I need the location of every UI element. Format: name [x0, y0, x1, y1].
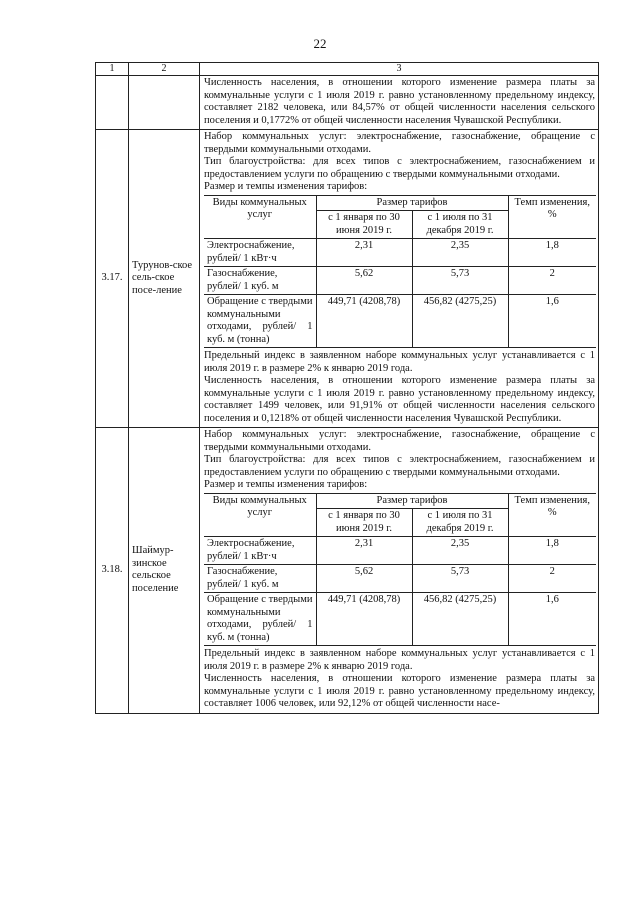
header-row	[96, 63, 599, 76]
table-row	[96, 130, 599, 428]
tariff-row	[204, 239, 596, 267]
tariff-value-2: 456,82 (4275,25)	[412, 593, 508, 646]
tariff-value-2: 2,35	[412, 537, 508, 565]
improvement-text: Тип благоустройства: для всех типов с электроснабжением, газоснабжением и предоставлением услуги по обращению с твердыми коммунальными отходами.	[204, 454, 595, 478]
row-number: 3.18.	[96, 428, 129, 714]
tariff-row	[204, 267, 596, 295]
tariff-rate: 1,8	[508, 537, 596, 565]
tariff-period-2: с 1 июля по 31 декабря 2019 г.	[412, 211, 508, 239]
tariff-item-name: Газоснабжение, рублей/ 1 куб. м	[204, 565, 316, 593]
tariff-row	[204, 593, 596, 646]
tariff-rate: 2	[508, 267, 596, 295]
tariff-caption: Размер и темпы изменения тарифов:	[204, 479, 368, 490]
main-table	[95, 62, 599, 714]
limit-text: Предельный индекс в заявленном наборе коммунальных услуг устанавливается с 1 июля 2019 г. в размере 2% к январю 2019 года.	[204, 648, 595, 672]
municipality-name: Шаймур-зинское сельское поселение	[129, 428, 200, 714]
tariff-item-name: Обращение с твердыми коммунальными отходами, рублей/ 1 куб. м (тонна)	[204, 593, 316, 646]
tariff-col-size: Размер тарифов	[316, 493, 508, 509]
tariff-value-2: 2,35	[412, 239, 508, 267]
tariff-value-2: 5,73	[412, 565, 508, 593]
population-text: Численность населения, в отношении которого изменение размера платы за коммунальные услуги с 1 июля 2019 г. равно установленному предельному индексу, составляет 1499 человек, или 91,91% от общей численности населения сельского поселения и 0,1218% от общей численности населения Чувашской Республики.	[204, 375, 595, 424]
tariff-row	[204, 565, 596, 593]
tariff-table	[204, 195, 596, 349]
tariff-value-1: 449,71 (4208,78)	[316, 295, 412, 348]
tariff-rate: 1,8	[508, 239, 596, 267]
tariff-row	[204, 295, 596, 348]
municipality-name: Турунов-ское сель-ское посе-ление	[129, 130, 200, 428]
page-number: 22	[313, 36, 327, 51]
tariff-rate: 1,6	[508, 593, 596, 646]
tariff-col-size: Размер тарифов	[316, 195, 508, 211]
tariff-period-1: с 1 января по 30 июня 2019 г.	[316, 509, 412, 537]
tariff-period-2: с 1 июля по 31 декабря 2019 г.	[412, 509, 508, 537]
tariff-row	[204, 537, 596, 565]
tariff-rate: 2	[508, 565, 596, 593]
tariff-item-name: Обращение с твердыми коммунальными отходами, рублей/ 1 куб. м (тонна)	[204, 295, 316, 348]
header-col-3: 3	[200, 63, 599, 76]
row-number: 3.17.	[96, 130, 129, 428]
tariff-value-1: 5,62	[316, 565, 412, 593]
tariff-col-rate: Темп изменения, %	[508, 195, 596, 239]
tariff-value-1: 5,62	[316, 267, 412, 295]
tariff-item-name: Электроснабжение, рублей/ 1 кВт·ч	[204, 239, 316, 267]
continuation-row	[96, 76, 599, 130]
services-text: Набор коммунальных услуг: электроснабжение, газоснабжение, обращение с твердыми коммунальными отходами.	[204, 429, 595, 453]
tariff-col-rate: Темп изменения, %	[508, 493, 596, 537]
tariff-value-1: 449,71 (4208,78)	[316, 593, 412, 646]
tariff-item-name: Электроснабжение, рублей/ 1 кВт·ч	[204, 537, 316, 565]
services-text: Набор коммунальных услуг: электроснабжение, газоснабжение, обращение с твердыми коммунальными отходами.	[204, 131, 595, 155]
tariff-value-2: 5,73	[412, 267, 508, 295]
header-col-1: 1	[96, 63, 129, 76]
header-col-2: 2	[129, 63, 200, 76]
tariff-caption: Размер и темпы изменения тарифов:	[204, 181, 368, 192]
tariff-col-services: Виды коммунальных услуг	[204, 493, 316, 537]
tariff-table	[204, 493, 596, 647]
tariff-value-2: 456,82 (4275,25)	[412, 295, 508, 348]
table-row	[96, 428, 599, 714]
tariff-col-services: Виды коммунальных услуг	[204, 195, 316, 239]
population-text: Численность населения, в отношении которого изменение размера платы за коммунальные услуги с 1 июля 2019 г. равно установленному предельному индексу, составляет 2182 человека, или 84,57% от общей численности населения сельского поселения и 0,1772% от общей численности населения Чувашской Республики.	[204, 77, 595, 126]
tariff-item-name: Газоснабжение, рублей/ 1 куб. м	[204, 267, 316, 295]
tariff-value-1: 2,31	[316, 239, 412, 267]
tariff-period-1: с 1 января по 30 июня 2019 г.	[316, 211, 412, 239]
limit-text: Предельный индекс в заявленном наборе коммунальных услуг устанавливается с 1 июля 2019 г. в размере 2% к январю 2019 года.	[204, 350, 595, 374]
population-text: Численность населения, в отношении которого изменение размера платы за коммунальные услуги с 1 июля 2019 г. равно установленному предельному индексу, составляет 1006 человек, или 92,12% от общей численности насе-	[204, 673, 595, 709]
tariff-rate: 1,6	[508, 295, 596, 348]
tariff-value-1: 2,31	[316, 537, 412, 565]
improvement-text: Тип благоустройства: для всех типов с электроснабжением, газоснабжением и предоставлением услуги по обращению с твердыми коммунальными отходами.	[204, 156, 595, 180]
